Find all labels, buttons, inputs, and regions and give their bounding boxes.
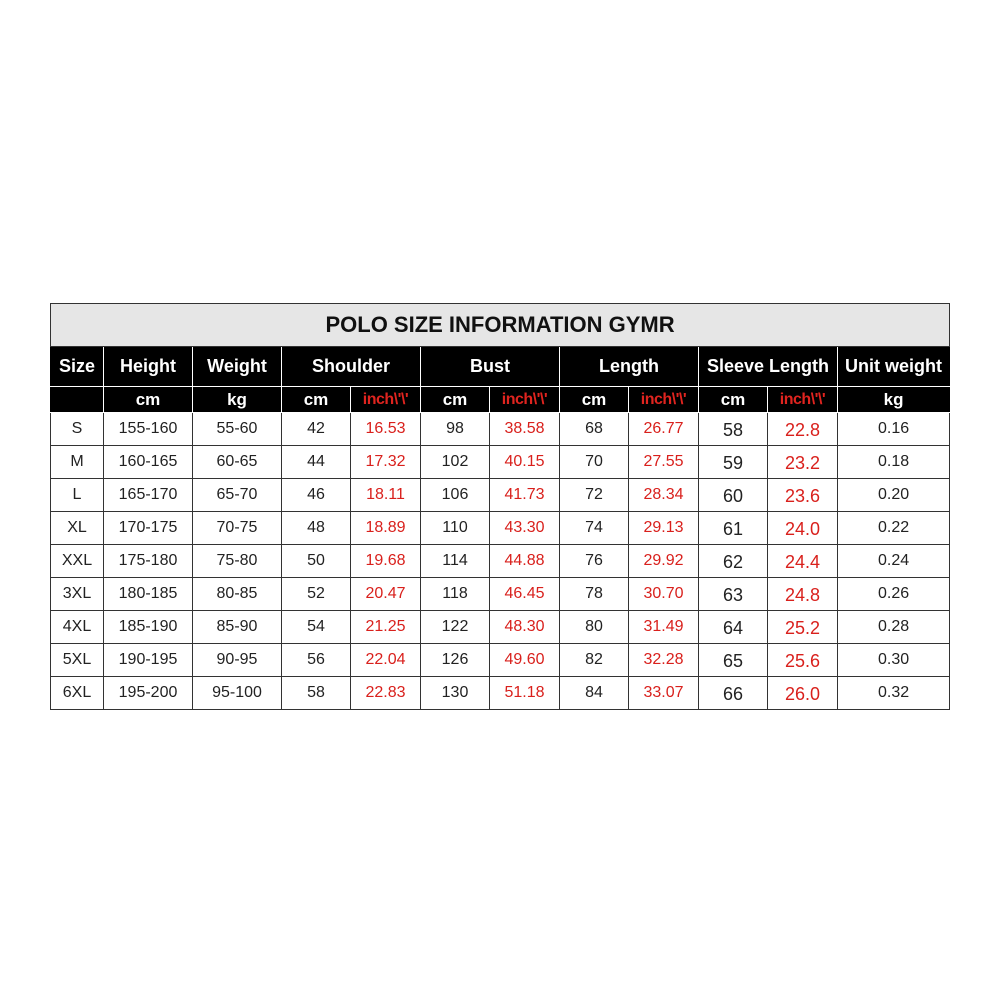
cell-sleeve-cm: 60	[699, 479, 768, 512]
cell-sleeve-inch: 24.4	[768, 545, 838, 578]
cell-bust-cm: 126	[421, 644, 490, 677]
cell-length-cm: 70	[560, 446, 629, 479]
cell-sleeve-inch: 25.6	[768, 644, 838, 677]
cell-unit-weight: 0.28	[838, 611, 950, 644]
cell-weight: 70-75	[193, 512, 282, 545]
cell-length-cm: 78	[560, 578, 629, 611]
cell-unit-weight: 0.22	[838, 512, 950, 545]
cell-bust-inch: 41.73	[490, 479, 560, 512]
cell-bust-inch: 44.88	[490, 545, 560, 578]
cell-length-inch: 33.07	[629, 677, 699, 710]
cell-bust-inch: 51.18	[490, 677, 560, 710]
cell-weight: 85-90	[193, 611, 282, 644]
cell-sleeve-inch: 23.2	[768, 446, 838, 479]
cell-sleeve-inch: 25.2	[768, 611, 838, 644]
cell-size: 3XL	[51, 578, 104, 611]
cell-bust-cm: 110	[421, 512, 490, 545]
header-bust: Bust	[421, 347, 560, 387]
header-unit-weight: Unit weight	[838, 347, 950, 387]
table-row	[51, 677, 950, 710]
cell-shoulder-cm: 58	[282, 677, 351, 710]
cell-length-inch: 31.49	[629, 611, 699, 644]
cell-shoulder-inch: 17.32	[351, 446, 421, 479]
cell-sleeve-cm: 63	[699, 578, 768, 611]
cell-unit-weight: 0.16	[838, 413, 950, 446]
cell-length-inch: 30.70	[629, 578, 699, 611]
cell-length-inch: 27.55	[629, 446, 699, 479]
cell-size: XXL	[51, 545, 104, 578]
cell-bust-inch: 43.30	[490, 512, 560, 545]
unit-unit-weight: kg	[838, 387, 950, 413]
cell-bust-inch: 49.60	[490, 644, 560, 677]
cell-size: 6XL	[51, 677, 104, 710]
cell-height: 155-160	[104, 413, 193, 446]
cell-weight: 55-60	[193, 413, 282, 446]
unit-sleeve-cm: cm	[699, 387, 768, 413]
cell-height: 170-175	[104, 512, 193, 545]
cell-shoulder-inch: 22.04	[351, 644, 421, 677]
cell-bust-inch: 40.15	[490, 446, 560, 479]
cell-sleeve-cm: 61	[699, 512, 768, 545]
table-row	[51, 644, 950, 677]
cell-unit-weight: 0.20	[838, 479, 950, 512]
header-height: Height	[104, 347, 193, 387]
cell-length-inch: 32.28	[629, 644, 699, 677]
header-row	[51, 347, 950, 387]
cell-length-inch: 29.92	[629, 545, 699, 578]
cell-weight: 90-95	[193, 644, 282, 677]
unit-weight: kg	[193, 387, 282, 413]
cell-length-cm: 68	[560, 413, 629, 446]
cell-length-cm: 76	[560, 545, 629, 578]
cell-weight: 75-80	[193, 545, 282, 578]
cell-length-cm: 74	[560, 512, 629, 545]
unit-shoulder-inch: inch\'\'	[351, 387, 421, 413]
cell-size: 4XL	[51, 611, 104, 644]
cell-sleeve-cm: 66	[699, 677, 768, 710]
table-row	[51, 446, 950, 479]
cell-size: L	[51, 479, 104, 512]
cell-height: 175-180	[104, 545, 193, 578]
cell-shoulder-inch: 21.25	[351, 611, 421, 644]
unit-length-inch: inch\'\'	[629, 387, 699, 413]
cell-length-inch: 28.34	[629, 479, 699, 512]
cell-unit-weight: 0.32	[838, 677, 950, 710]
cell-sleeve-cm: 64	[699, 611, 768, 644]
header-shoulder: Shoulder	[282, 347, 421, 387]
cell-bust-inch: 38.58	[490, 413, 560, 446]
chart-title: POLO SIZE INFORMATION GYMR	[51, 304, 950, 347]
cell-bust-cm: 114	[421, 545, 490, 578]
cell-length-cm: 82	[560, 644, 629, 677]
table-row	[51, 479, 950, 512]
cell-size: 5XL	[51, 644, 104, 677]
cell-length-inch: 29.13	[629, 512, 699, 545]
cell-shoulder-cm: 46	[282, 479, 351, 512]
table-row	[51, 413, 950, 446]
cell-weight: 80-85	[193, 578, 282, 611]
cell-sleeve-inch: 26.0	[768, 677, 838, 710]
cell-bust-cm: 98	[421, 413, 490, 446]
cell-shoulder-cm: 50	[282, 545, 351, 578]
header-sleeve-length: Sleeve Length	[699, 347, 838, 387]
cell-height: 185-190	[104, 611, 193, 644]
cell-size: XL	[51, 512, 104, 545]
cell-height: 190-195	[104, 644, 193, 677]
cell-size: M	[51, 446, 104, 479]
unit-height: cm	[104, 387, 193, 413]
cell-sleeve-inch: 23.6	[768, 479, 838, 512]
cell-sleeve-inch: 24.0	[768, 512, 838, 545]
table-row	[51, 512, 950, 545]
cell-height: 195-200	[104, 677, 193, 710]
header-length: Length	[560, 347, 699, 387]
cell-size: S	[51, 413, 104, 446]
cell-bust-cm: 118	[421, 578, 490, 611]
cell-shoulder-inch: 20.47	[351, 578, 421, 611]
cell-bust-cm: 106	[421, 479, 490, 512]
unit-bust-inch: inch\'\'	[490, 387, 560, 413]
table-row	[51, 545, 950, 578]
header-weight: Weight	[193, 347, 282, 387]
cell-height: 180-185	[104, 578, 193, 611]
size-chart-table	[50, 303, 950, 710]
cell-height: 160-165	[104, 446, 193, 479]
cell-shoulder-cm: 44	[282, 446, 351, 479]
cell-length-inch: 26.77	[629, 413, 699, 446]
cell-shoulder-inch: 18.89	[351, 512, 421, 545]
unit-shoulder-cm: cm	[282, 387, 351, 413]
unit-size-blank	[51, 387, 104, 413]
cell-shoulder-cm: 52	[282, 578, 351, 611]
unit-sleeve-inch: inch\'\'	[768, 387, 838, 413]
cell-sleeve-inch: 24.8	[768, 578, 838, 611]
unit-bust-cm: cm	[421, 387, 490, 413]
cell-bust-cm: 130	[421, 677, 490, 710]
cell-weight: 60-65	[193, 446, 282, 479]
cell-unit-weight: 0.18	[838, 446, 950, 479]
cell-bust-inch: 46.45	[490, 578, 560, 611]
cell-shoulder-inch: 18.11	[351, 479, 421, 512]
cell-length-cm: 72	[560, 479, 629, 512]
cell-sleeve-cm: 59	[699, 446, 768, 479]
cell-length-cm: 80	[560, 611, 629, 644]
cell-shoulder-cm: 42	[282, 413, 351, 446]
unit-row	[51, 387, 950, 413]
cell-shoulder-cm: 48	[282, 512, 351, 545]
unit-length-cm: cm	[560, 387, 629, 413]
cell-height: 165-170	[104, 479, 193, 512]
cell-sleeve-cm: 58	[699, 413, 768, 446]
cell-unit-weight: 0.24	[838, 545, 950, 578]
cell-bust-cm: 122	[421, 611, 490, 644]
header-size: Size	[51, 347, 104, 387]
cell-unit-weight: 0.30	[838, 644, 950, 677]
title-row	[51, 304, 950, 347]
cell-sleeve-cm: 65	[699, 644, 768, 677]
cell-sleeve-inch: 22.8	[768, 413, 838, 446]
cell-unit-weight: 0.26	[838, 578, 950, 611]
cell-shoulder-cm: 56	[282, 644, 351, 677]
table-row	[51, 611, 950, 644]
cell-shoulder-inch: 19.68	[351, 545, 421, 578]
cell-weight: 95-100	[193, 677, 282, 710]
table-row	[51, 578, 950, 611]
cell-length-cm: 84	[560, 677, 629, 710]
cell-shoulder-inch: 16.53	[351, 413, 421, 446]
cell-sleeve-cm: 62	[699, 545, 768, 578]
cell-bust-cm: 102	[421, 446, 490, 479]
cell-shoulder-cm: 54	[282, 611, 351, 644]
cell-weight: 65-70	[193, 479, 282, 512]
cell-bust-inch: 48.30	[490, 611, 560, 644]
cell-shoulder-inch: 22.83	[351, 677, 421, 710]
